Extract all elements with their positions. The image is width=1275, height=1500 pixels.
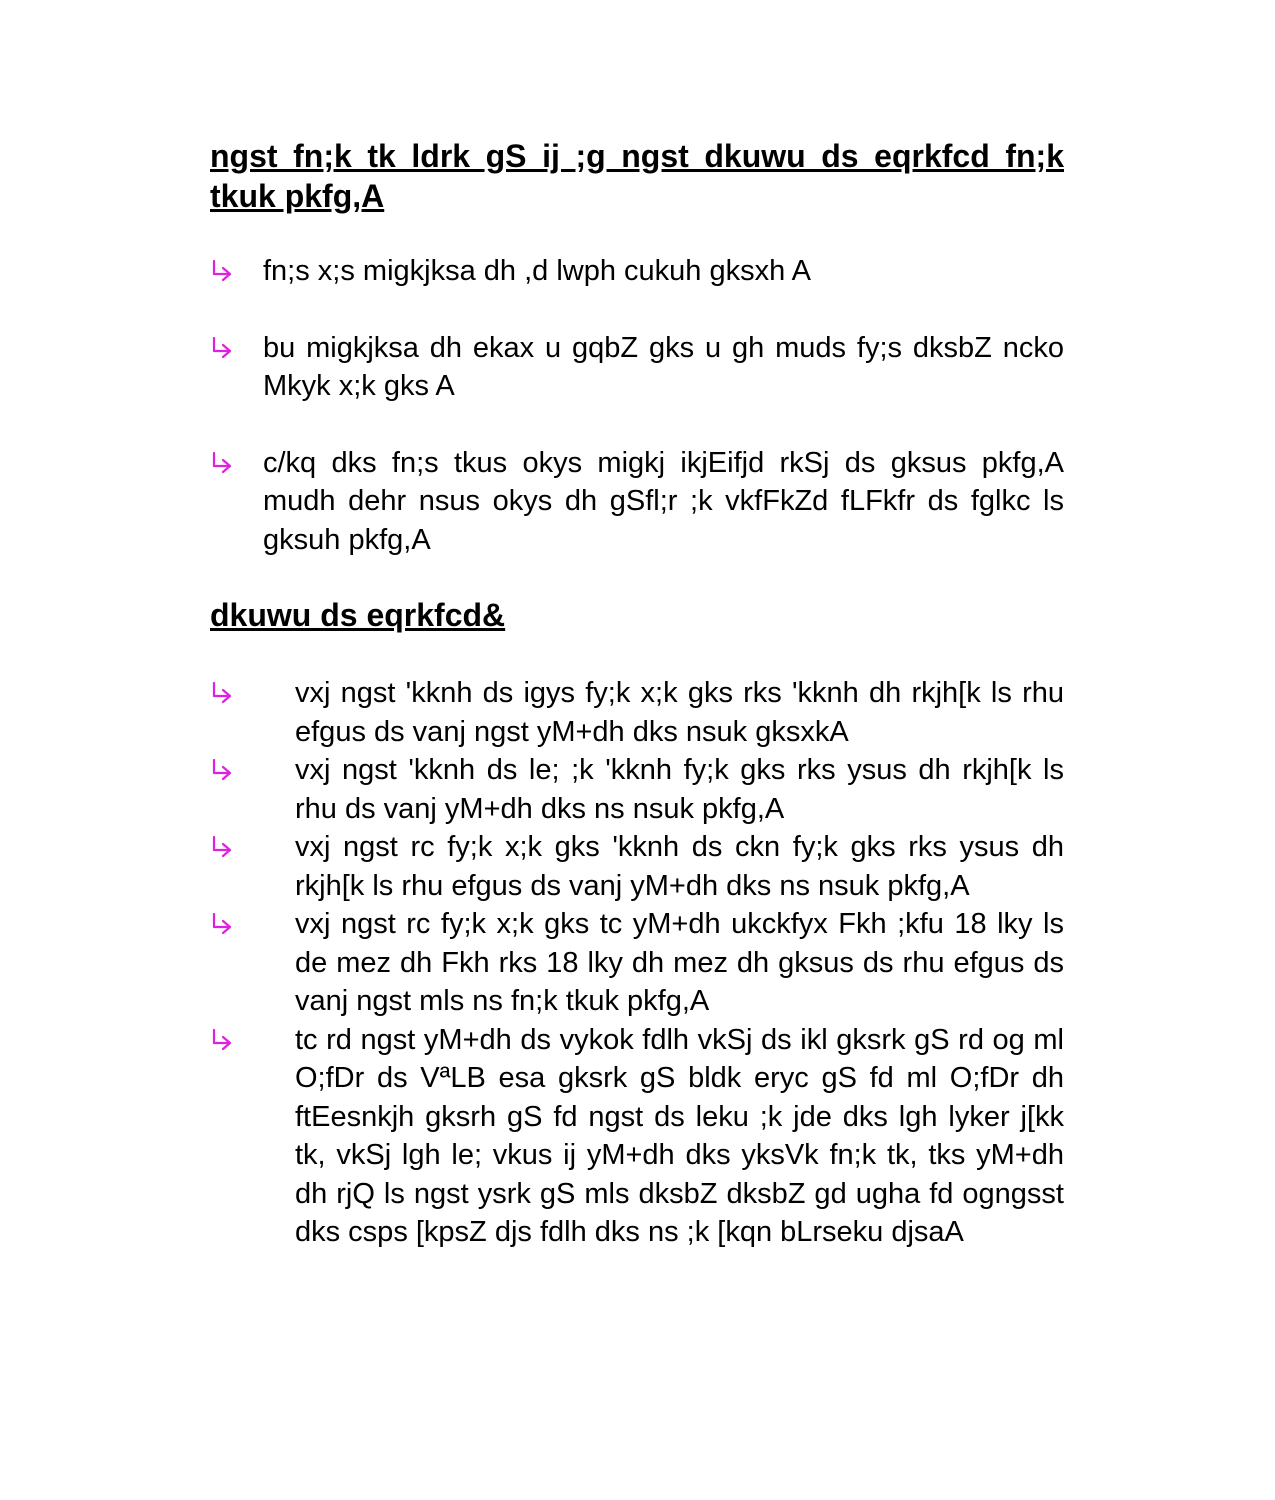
right-arrow-icon xyxy=(210,834,238,862)
intro-point-text: fn;s x;s migkjksa dh ,d lwph cukuh gksxh A xyxy=(263,255,812,287)
law-point-text: vxj ngst 'kknh ds le; ;k 'kknh fy;k gks rks ysus dh rkjh[k ls rhu ds vanj yM+dh dks ns nsuk pkfg,A xyxy=(295,754,1064,825)
section-heading: dkuwu ds eqrkfcd& xyxy=(210,597,506,633)
law-point-text: vxj ngst 'kknh ds igys fy;k x;k gks rks 'kknh dh rkjh[k ls rhu efgus ds vanj ngst yM+dh dks nsuk gksxkA xyxy=(295,677,1064,748)
law-list-item xyxy=(210,674,1064,751)
right-arrow-icon xyxy=(210,680,238,708)
document-title: ngst fn;k tk ldrk gS ij ;g ngst dkuwu ds eqrkfcd fn;k tkuk pkfg,A xyxy=(210,138,1064,214)
right-arrow-icon xyxy=(210,1027,238,1055)
law-list xyxy=(210,674,1064,1252)
law-list-item xyxy=(210,751,1064,828)
right-arrow-icon xyxy=(210,757,238,785)
law-point-text: vxj ngst rc fy;k x;k gks tc yM+dh ukckfyx Fkh ;kfu 18 lky ls de mez dh Fkh rks 18 lky dh mez dh gksus ds rhu efgus ds vanj ngst mls ns fn;k tkuk pkfg,A xyxy=(295,908,1064,1017)
right-arrow-icon xyxy=(210,450,238,478)
law-list-item xyxy=(210,905,1064,1021)
document-page xyxy=(210,136,1064,1252)
right-arrow-icon xyxy=(210,335,238,363)
law-point-text: vxj ngst rc fy;k x;k gks 'kknh ds ckn fy;k gks rks ysus dh rkjh[k ls rhu efgus ds vanj yM+dh dks ns nsuk pkfg,A xyxy=(295,831,1064,902)
right-arrow-icon xyxy=(210,911,238,939)
law-list-item xyxy=(210,1021,1064,1252)
intro-list-item xyxy=(210,444,1064,560)
intro-list-item xyxy=(210,329,1064,406)
right-arrow-icon xyxy=(210,258,238,286)
intro-point-text: bu migkjksa dh ekax u gqbZ gks u gh muds fy;s dksbZ ncko Mkyk x;k gks A xyxy=(263,331,1064,402)
intro-point-text: c/kq dks fn;s tkus okys migkj ikjEifjd rkSj ds gksus pkfg,A mudh dehr nsus okys dh gSfl;r ;k vkfFkZd fLFkfr ds fglkc ls gksuh pkfg,A xyxy=(263,446,1064,556)
law-list-item xyxy=(210,828,1064,905)
intro-list-item xyxy=(210,252,1064,291)
law-point-text: tc rd ngst yM+dh ds vykok fdlh vkSj ds ikl gksrk gS rd og ml O;fDr ds VªLB esa gksrk gS bldk eryc gS fd ml O;fDr dh ftEesnkjh gksrh gS fd ngst ds leku ;k jde dks lgh lyker j[kk tk, vkSj lgh le; vkus ij yM+dh dks yksVk fn;k tk, tks yM+dh dh rjQ ls ngst ysrk gS mls dksbZ dksbZ gd ugha fd ogngsst dks csps [kpsZ djs fdlh dks ns ;k [kqn bLrseku djsaA xyxy=(295,1023,1064,1248)
intro-list xyxy=(210,252,1064,559)
